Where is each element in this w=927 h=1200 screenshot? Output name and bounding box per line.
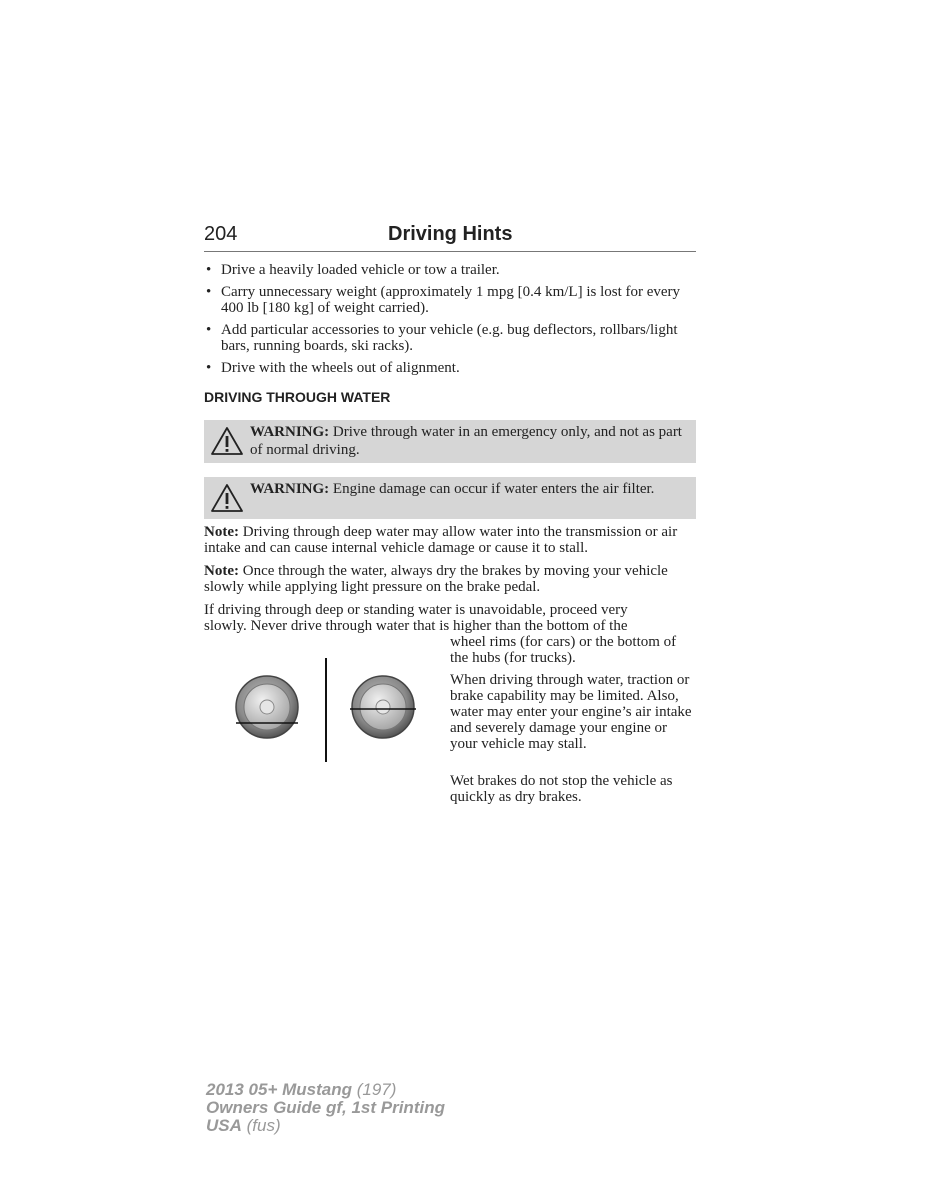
car-wheel-icon	[236, 676, 298, 738]
body-paragraph-line: slowly. Never drive through water that is higher than the bottom of the	[204, 618, 628, 634]
footer-model: 2013 05+ Mustang	[206, 1080, 352, 1099]
note-text: Once through the water, always dry the brakes by moving your vehicle slowly while applying light pressure on the brake pedal.	[204, 563, 668, 595]
warning-box	[204, 477, 696, 519]
note-label: Note:	[204, 563, 239, 579]
note-text: Driving through deep water may allow water into the transmission or air intake and can cause internal vehicle damage or cause it to stall.	[204, 524, 678, 556]
warning-message: Drive through water in an emergency only, and not as part of normal driving.	[250, 424, 682, 458]
footer-market: USA	[206, 1116, 242, 1135]
warning-message: Engine damage can occur if water enters the air filter.	[329, 481, 655, 497]
page-title: Driving Hints	[388, 223, 513, 245]
list-item: • Carry unnecessary weight (approximately 1 mpg [0.4 km/L] is lost for every 400 lb [180 kg] of weight carried).	[204, 284, 696, 316]
note-paragraph	[204, 524, 696, 556]
warning-triangle-icon	[210, 483, 244, 513]
water-depth-wheel-illustration	[230, 656, 426, 766]
footer-line	[206, 1081, 445, 1099]
footer-line	[206, 1099, 445, 1117]
body-paragraph: wheel rims (for cars) or the bottom of the hubs (for trucks).	[450, 634, 677, 666]
body-paragraph: When driving through water, traction or brake capability may be limited. Also, water may enter your engine’s air intake and severely damage your engine or your vehicle may stall.	[450, 672, 692, 752]
warning-box	[204, 420, 696, 463]
warning-triangle-icon	[210, 426, 244, 456]
page-number: 204	[204, 223, 238, 245]
footer	[206, 1081, 445, 1135]
list-item: • Add particular accessories to your vehicle (e.g. bug deflectors, rollbars/light bars, running boards, ski racks).	[204, 322, 696, 354]
page-header	[204, 223, 696, 252]
body-paragraph: Wet brakes do not stop the vehicle as quickly as dry brakes.	[450, 773, 673, 805]
note-label: Note:	[204, 524, 239, 540]
list-item: • Drive a heavily loaded vehicle or tow a trailer.	[204, 262, 696, 278]
footer-printing: Owners Guide gf, 1st Printing	[206, 1098, 445, 1117]
bullet-list	[204, 262, 696, 382]
warning-text	[250, 480, 690, 498]
warning-text	[250, 423, 690, 459]
warning-label: WARNING:	[250, 481, 330, 497]
body-paragraph-line: If driving through deep or standing water is unavoidable, proceed very	[204, 602, 628, 618]
warning-label: WARNING:	[250, 424, 330, 440]
footer-market-code: (fus)	[241, 1116, 281, 1135]
footer-model-code: (197)	[352, 1080, 397, 1099]
footer-line	[206, 1117, 445, 1135]
section-heading: DRIVING THROUGH WATER	[204, 389, 391, 405]
list-item: • Drive with the wheels out of alignment.	[204, 360, 696, 376]
note-paragraph	[204, 563, 696, 595]
truck-wheel-icon	[350, 676, 416, 738]
